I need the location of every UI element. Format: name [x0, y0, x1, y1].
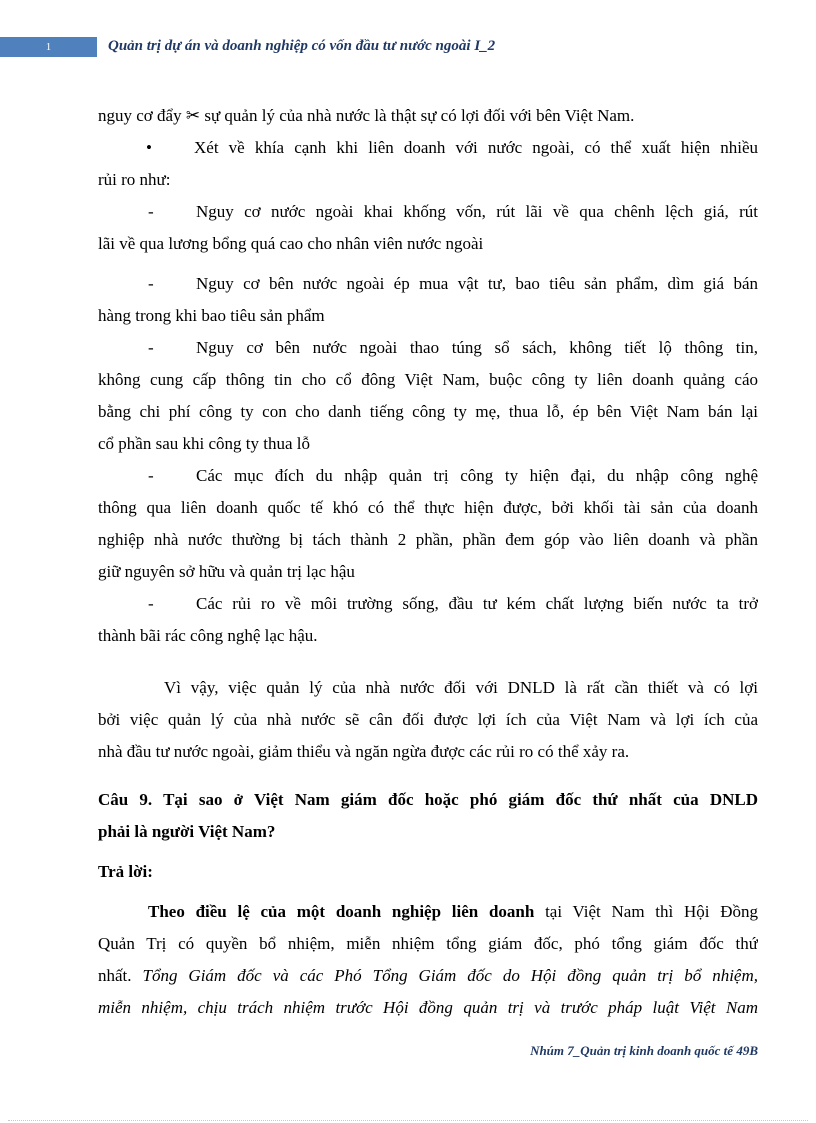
- risk-3-line-2: không cung cấp thông tin cho cổ đông Việt Nam, buộc công ty liên doanh quảng cáo: [98, 370, 758, 389]
- conclusion-line-1: [98, 672, 758, 704]
- risk-item-5: [98, 588, 758, 620]
- risk-item-4: [98, 460, 758, 492]
- bullet-item: [98, 132, 758, 164]
- conclusion-text-1: Vì vậy, việc quản lý của nhà nước đối với DNLD là rất cần thiết và có lợi: [164, 678, 758, 697]
- intro-text-start: nguy cơ đẩy: [98, 106, 182, 125]
- risk-3-line-3: bằng chi phí công ty con cho danh tiếng công ty mẹ, thua lỗ, ép bên Việt Nam bán lại: [98, 402, 758, 421]
- scissors-icon: ✂: [185, 106, 201, 126]
- question-heading-line-1: Câu 9. Tại sao ở Việt Nam giám đốc hoặc phó giám đốc thứ nhất của DNLD: [98, 790, 758, 809]
- intro-text-rest: sự quản lý của nhà nước là thật sự có lợi đối với bên Việt Nam.: [200, 106, 635, 125]
- risk-item-2: [98, 268, 758, 300]
- risk-1-line-1: Nguy cơ nước ngoài khai khống vốn, rút lãi về qua chênh lệch giá, rút: [196, 202, 758, 221]
- risk-3-line-1: Nguy cơ bên nước ngoài thao túng sổ sách, không tiết lộ thông tin,: [196, 338, 758, 357]
- dash-marker: -: [148, 594, 154, 613]
- footer-divider: [8, 1120, 808, 1121]
- dash-marker: -: [148, 274, 154, 293]
- answer-line-2: Quản Trị có quyền bổ nhiệm, miễn nhiệm tổng giám đốc, phó tổng giám đốc thứ: [98, 934, 758, 953]
- answer-line-3-italic: Tổng Giám đốc và các Phó Tổng Giám đốc do Hội đồng quản trị bổ nhiệm,: [131, 966, 758, 985]
- bullet-text-line-2: rủi ro như:: [98, 170, 171, 189]
- page-number: 1: [45, 41, 52, 53]
- risk-5-line-1: Các rủi ro về môi trường sống, đầu tư kém chất lượng biến nước ta trở: [196, 594, 758, 613]
- answer-bold-phrase: Theo điều lệ của một doanh nghiệp liên doanh: [148, 902, 535, 921]
- risk-4-line-1: Các mục đích du nhập quản trị công ty hiện đại, du nhập công nghệ: [196, 466, 758, 485]
- bullet-icon: •: [146, 138, 152, 157]
- conclusion-line-3: nhà đầu tư nước ngoài, giảm thiểu và ngăn ngừa được các rủi ro có thể xảy ra.: [98, 742, 630, 761]
- dash-marker: -: [148, 202, 154, 221]
- risk-3-line-4: cổ phần sau khi công ty thua lỗ: [98, 434, 310, 453]
- paragraph-intro: [98, 100, 758, 132]
- risk-4-line-2: thông qua liên doanh quốc tế khó có thể thực hiện được, bởi khối tài sản của doanh: [98, 498, 758, 517]
- answer-line-3: [98, 960, 758, 992]
- risk-1-line-2: lãi về qua lương bổng quá cao cho nhân viên nước ngoài: [98, 234, 484, 253]
- bullet-text-line-1: Xét về khía cạnh khi liên doanh với nước ngoài, có thể xuất hiện nhiều: [194, 138, 758, 157]
- conclusion-line-2: bởi việc quản lý của nhà nước sẽ cân đối được lợi ích của Việt Nam và lợi ích của: [98, 710, 758, 729]
- answer-line-4: miễn nhiệm, chịu trách nhiệm trước Hội đồng quản trị và trước pháp luật Việt Nam: [98, 998, 758, 1017]
- risk-2-line-2: hàng trong khi bao tiêu sản phẩm: [98, 306, 325, 325]
- risk-item-3: [98, 332, 758, 364]
- question-heading-line-2: phải là người Việt Nam?: [98, 822, 276, 841]
- answer-line-1: [98, 896, 758, 928]
- risk-4-line-4: giữ nguyên sở hữu và quản trị lạc hậu: [98, 562, 355, 581]
- risk-4-line-3: nghiệp nhà nước thường bị tách thành 2 phần, phần đem góp vào liên doanh và phần: [98, 530, 758, 549]
- risk-item-1: [98, 196, 758, 228]
- risk-5-line-2: thành bãi rác công nghệ lạc hậu.: [98, 626, 318, 645]
- answer-label: Trả lời:: [98, 862, 153, 881]
- answer-line-3-normal: nhất.: [98, 966, 132, 985]
- risk-2-line-1: Nguy cơ bên nước ngoài ép mua vật tư, bao tiêu sản phẩm, dìm giá bán: [196, 274, 758, 293]
- document-body: [98, 100, 758, 1024]
- dash-marker: -: [148, 338, 154, 357]
- answer-line-1-rest: tại Việt Nam thì Hội Đồng: [534, 902, 758, 921]
- footer-note: Nhúm 7_Quản trị kinh doanh quốc tế 49B: [530, 1043, 758, 1058]
- header-title: Quản trị dự án và doanh nghiệp có vốn đầu tư nước ngoài I_2: [108, 38, 496, 54]
- dash-marker: -: [148, 466, 154, 485]
